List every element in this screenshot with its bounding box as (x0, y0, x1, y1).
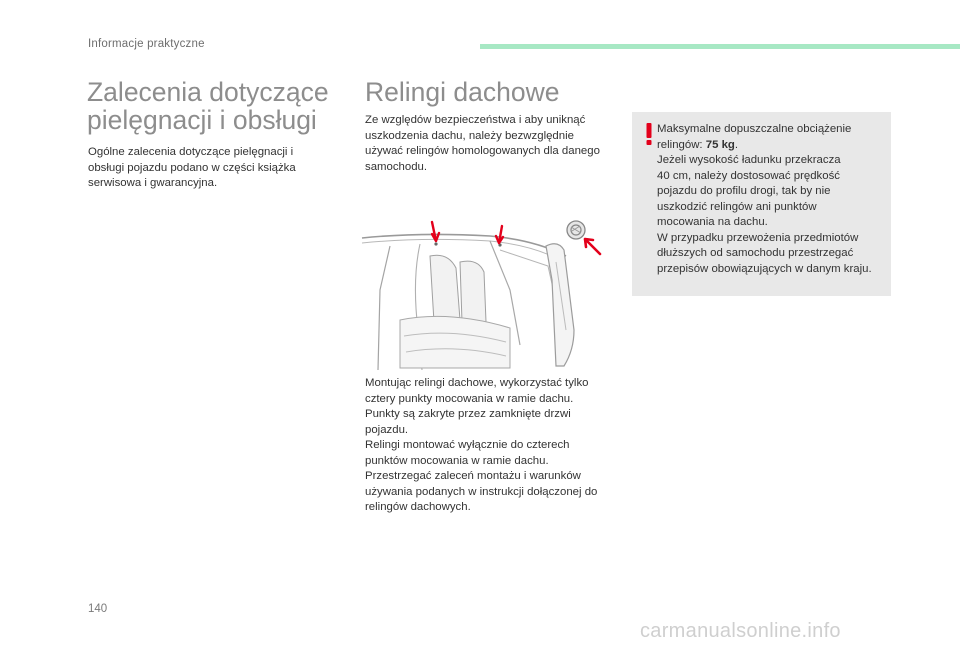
page-number: 140 (88, 603, 108, 615)
warning-line-max-load (657, 138, 889, 154)
max-load-value: 75 kg (705, 138, 735, 151)
warning-line: mocowania na dachu. (657, 216, 768, 228)
warning-line: dłuższych od samochodu przestrzegać (657, 247, 854, 259)
care-title (87, 78, 357, 134)
roof-rails-intro: Ze względów bezpieczeństwa i aby uniknąć uszkodzenia dachu, należy bezwzględnie używać relingów homologowanych dla danego samochodu. (365, 114, 600, 173)
warning-load-prefix: relingów: (657, 138, 706, 151)
care-body-text: Ogólne zalecenia dotyczące pielęgnacji i obsługi pojazdu podano w części książka serwisowa i gwarancyjna. (88, 146, 296, 189)
watermark-logo: carmanualsonline.info (640, 620, 841, 642)
warning-line: W przypadku przewożenia przedmiotów (657, 231, 859, 244)
care-title-line1: Zalecenia dotyczące (87, 77, 329, 107)
roof-rails-title: Relingi dachowe (365, 77, 560, 107)
roof-rail-mounting-illustration (360, 210, 616, 378)
warning-line: 40 cm, należy dostosować prędkość (657, 169, 840, 182)
section-label: Informacje praktyczne (88, 38, 205, 50)
warning-line: pojazdu do profilu drogi, tak by nie (657, 185, 831, 197)
warning-load-suffix: . (734, 138, 739, 151)
warning-line: Jeżeli wysokość ładunku przekracza (657, 154, 841, 166)
warning-line: uszkodzić relingów ani punktów (657, 200, 817, 213)
warning-line: przepisów obowiązujących w danym kraju. (657, 262, 872, 275)
warning-exclamation-icon (643, 122, 655, 146)
section-accent-bar (480, 44, 960, 49)
load-warning-box (632, 112, 891, 296)
roof-rails-instructions: Montując relingi dachowe, wykorzystać tylko cztery punkty mocowania w ramie dachu. Punkty są zakryte przez zamknięte drzwi pojazdu. Relingi montować wyłącznie do czterech punktów mocowania w ramie dachu. Przestrzegać zaleceń montażu i warunków używania podanych w instrukcji dołączonej do relingów dachowych. (365, 377, 598, 513)
care-title-line2: pielęgnacji i obsługi (87, 105, 317, 135)
warning-line: Maksymalne dopuszczalne obciążenie (657, 123, 852, 135)
load-warning-text (657, 122, 889, 277)
